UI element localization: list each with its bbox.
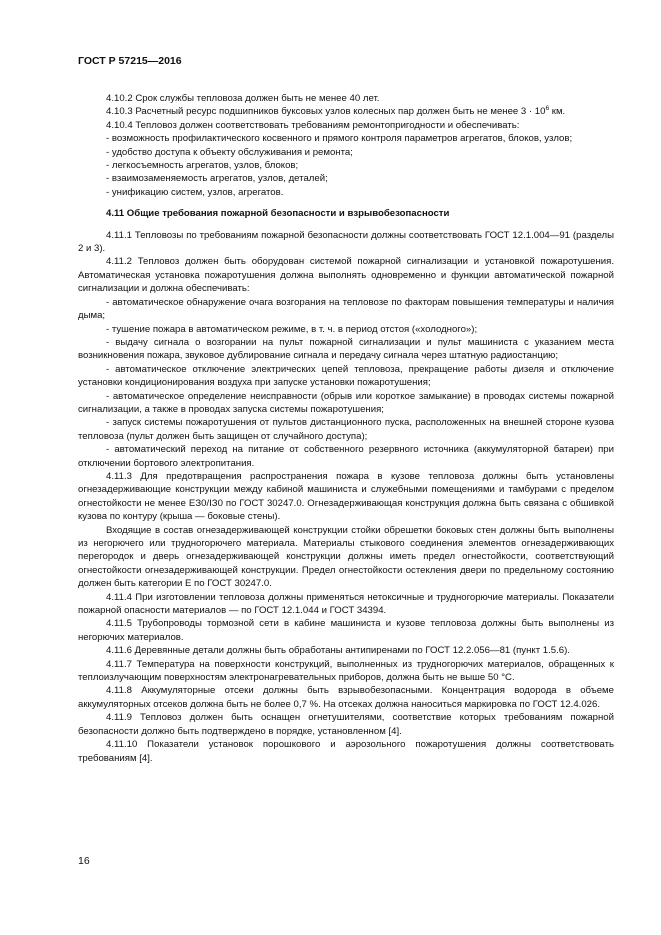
list-item: - автоматическое определение неисправности (обрыв или короткое замыкание) в проводах системы пожарной сигнализации, а также в проводах запуска системы пожаротушения;	[78, 390, 614, 415]
clause-4-11-6: 4.11.6 Деревянные детали должны быть обработаны антипиренами по ГОСТ 12.2.056—81 (пункт 1.5.6).	[106, 645, 570, 657]
list-item: - возможность профилактического косвенного и прямого контроля параметров агрегатов, блоков, узлов;	[106, 133, 573, 145]
list-item: - легкосъемность агрегатов, узлов, блоков;	[106, 160, 299, 172]
clause-4-10-2: 4.10.2 Срок службы тепловоза должен быть не менее 40 лет.	[106, 93, 380, 104]
list-item: - выдачу сигнала о возгорании на пульт пожарной сигнализации и пульт машиниста с указанием места возникновения пожара, звуковое дублирование сигнала и передачу сигнала через штатную радиостанцию;	[78, 336, 614, 362]
clause-4-10-3-exponent: 6	[545, 105, 550, 113]
document-code-header: ГОСТ Р 57215—2016	[78, 55, 182, 67]
clause-4-11-9: 4.11.9 Тепловоз должен быть оснащен огнетушителями, соответствие которых требованиям пожарной безопасности должно быть подтверждено в порядке, установленном [4].	[78, 712, 614, 737]
clause-4-11-4: 4.11.4 При изготовлении тепловоза должны применяться нетоксичные и трудногорючие материалы. Показатели пожарной опасности материалов — по ГОСТ 12.1.044 и ГОСТ 34394.	[78, 591, 614, 617]
clause-4-11-3: 4.11.3 Для предотвращения распространения пожара в кузове тепловоза должны быть установлены огнезадерживающие конструкции между кабиной машиниста и служебными помещениями и тамбурами с пределом огнестойкости не менее EЗ0/IЗ0 по ГОСТ 30247.0. Огнезадерживающая конструкция должна быть связана с обшивкой кузова по контуру (крыша — боковые стены).	[78, 470, 614, 523]
clause-4-11-3-continued: Входящие в состав огнезадерживающей конструкции стойки обрешетки боковых стен должны быть выполнены из негорючего или трудногорючего материала. Материалы стыкового соединения элементов огнезадерживающих перегородок и дверь огнезадерживающей конструкции должны иметь предел огнестойкости, соответствующий огнестойкости огнезадерживающей конструкции. Предел огнестойкости остекления двери по предельному состоянию должен быть категории E по ГОСТ 30247.0.	[78, 524, 614, 590]
clause-4-11-2: 4.11.2 Тепловоз должен быть оборудован системой пожарной сигнализации и установкой пожаротушения. Автоматическая установка пожаротушения должна выполнять одновременно и функции автоматической пожарной сигнализации и должна обеспечивать:	[78, 256, 614, 295]
clause-4-11-10: 4.11.10 Показатели установок порошкового и аэрозольного пожаротушения должны соответствовать требованиям [4].	[78, 739, 614, 764]
clause-4-10-3-unit: км.	[549, 106, 566, 118]
list-item: - автоматическое отключение электрических цепей тепловоза, прекращение работы дизеля и отключение установки кондиционирования воздуха при запуске установки пожаротушения;	[78, 363, 614, 389]
list-item: - запуск системы пожаротушения от пультов дистанционного пуска, расположенных на внешней стороне кузова тепловоза (пульт должен быть защищен от случайного доступа);	[78, 417, 614, 442]
list-item: - взаимозаменяемость агрегатов, узлов, деталей;	[106, 173, 328, 185]
list-item: - автоматическое обнаружение очага возгорания на тепловозе по факторам повышения температуры и наличия дыма;	[78, 296, 614, 322]
page-body	[78, 92, 614, 765]
list-item: - удобство доступа к объекту обслуживания и ремонта;	[106, 146, 353, 158]
list-item: - автоматический переход на питание от собственного резервного источника (аккумуляторной батареи) при отключении бортового электропитания.	[78, 444, 614, 469]
clause-4-11-5: 4.11.5 Трубопроводы тормозной сети в кабине машиниста и кузове тепловоза должны быть выполнены из негорючих материалов.	[78, 618, 614, 643]
list-item: - тушение пожара в автоматическом режиме, в т. ч. в период отстоя («холодного»);	[106, 323, 478, 335]
clause-4-10-4: 4.10.4 Тепловоз должен соответствовать требованиям ремонтопригодности и обеспечивать:	[106, 119, 520, 131]
clause-4-11-8: 4.11.8 Аккумуляторные отсеки должны быть взрывобезопасными. Концентрация водорода в объеме аккумуляторных отсеков должна быть не более 0,7 %. На отсеках должна наноситься маркировка по ГОСТ 12.4.026.	[78, 685, 614, 710]
page-number: 16	[78, 855, 90, 867]
section-heading-4-11: 4.11 Общие требования пожарной безопасности и взрывобезопасности	[106, 208, 450, 220]
clause-4-10-3	[78, 105, 614, 118]
list-item: - унификацию систем, узлов, агрегатов.	[106, 186, 284, 198]
clause-4-10-3-text: 4.10.3 Расчетный ресурс подшипников буксовых узлов колесных пар должен быть не менее 3 · 10	[106, 106, 546, 118]
clause-4-11-7: 4.11.7 Температура на поверхности конструкций, выполненных из трудногорючих материалов, обращенных к теплоизлучающим поверхностям электронагревательных приборов, должна быть не выше 50 °С.	[78, 658, 614, 684]
clause-4-11-1: 4.11.1 Тепловозы по требованиям пожарной безопасности должны соответствовать ГОСТ 12.1.004—91 (разделы 2 и 3).	[78, 229, 614, 255]
